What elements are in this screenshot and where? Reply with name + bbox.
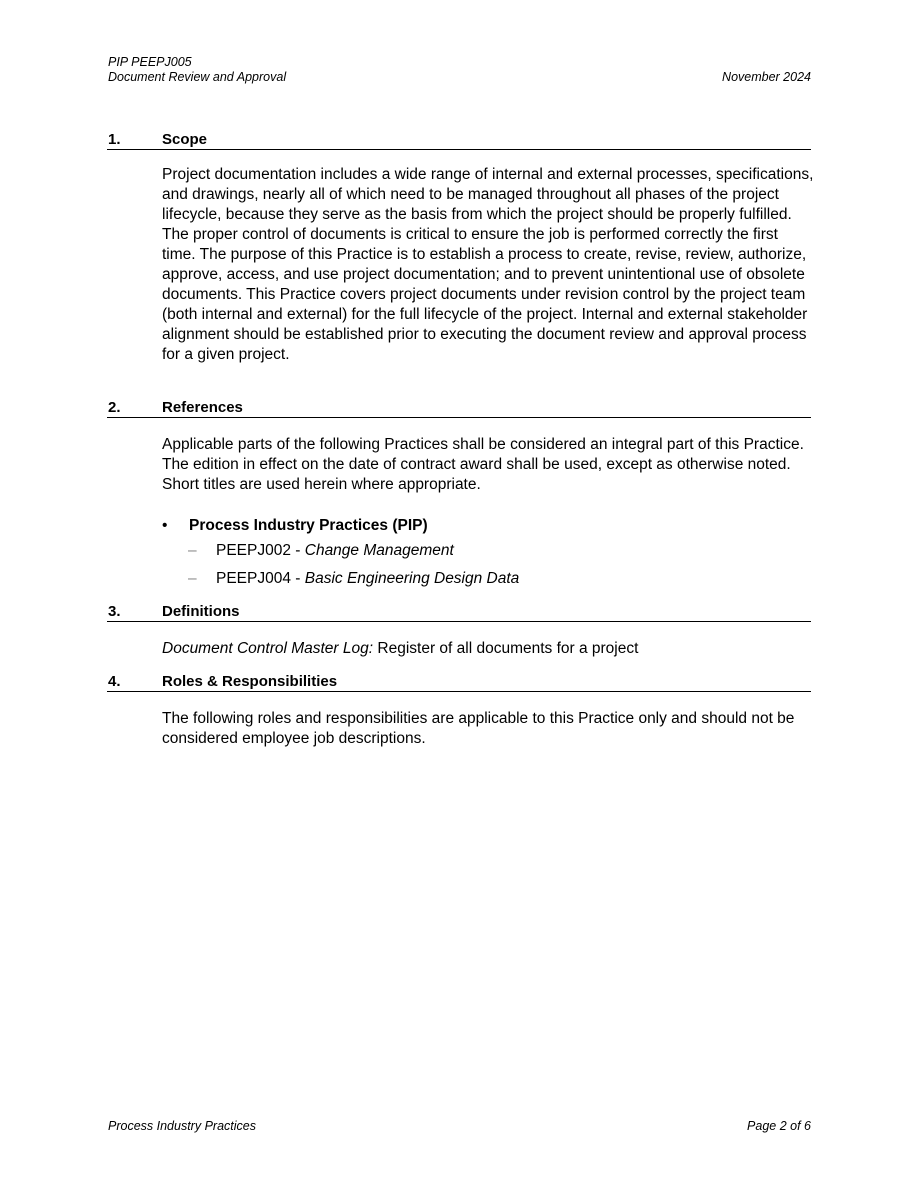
section-number: 3. (108, 603, 121, 620)
section-heading-definitions (107, 603, 811, 622)
reference-separator: - (290, 570, 305, 587)
definition-term: Document Control Master Log: (162, 640, 374, 657)
reference-title: Change Management (304, 542, 454, 559)
section-number: 4. (108, 673, 121, 690)
header-date: November 2024 (722, 70, 811, 84)
scope-paragraph: Project documentation includes a wide range of internal and external processes, specifications, and drawings, nearly all of which need to be managed throughout all phases of the project lifecycle, because they serve as the basis from which the project should be properly fulfilled. The proper control of documents is critical to ensure the job is performed correctly the first time. The purpose of this Practice is to establish a process to create, revise, review, authorize, approve, access, and use project documentation; and to prevent unintentional use of obsolete documents. This Practice covers project documents under revision control by the project team (both internal and external) for the full lifecycle of the project. Internal and external stakeholder alignment should be established prior to executing the document review and approval process for a given project. (162, 166, 814, 363)
section-title: Scope (162, 131, 208, 148)
section-number: 2. (108, 399, 121, 416)
definition-entry (162, 639, 814, 659)
section-heading-references (107, 399, 811, 418)
reference-separator: - (290, 542, 305, 559)
page-footer (108, 1119, 811, 1134)
section-number: 1. (108, 131, 121, 148)
page-header (108, 55, 811, 85)
reference-title: Basic Engineering Design Data (304, 570, 520, 587)
dash-icon: – (188, 570, 197, 587)
bullet-label: Process Industry Practices (PIP) (189, 517, 428, 534)
dash-icon: – (188, 542, 197, 559)
roles-paragraph: The following roles and responsibilities are applicable to this Practice only and should not be considered employee job descriptions. (162, 710, 795, 747)
page-number: Page 2 of 6 (747, 1119, 811, 1133)
section-title: Roles & Responsibilities (162, 673, 338, 690)
reference-code: PEEPJ002 (216, 542, 291, 559)
reference-code: PEEPJ004 (216, 570, 291, 587)
definition-text: Register of all documents for a project (373, 640, 639, 657)
section-title: References (162, 399, 243, 416)
footer-publisher: Process Industry Practices (108, 1119, 256, 1133)
header-doc-title: Document Review and Approval (108, 70, 287, 84)
references-paragraph: Applicable parts of the following Practices shall be considered an integral part of this Practice. The edition in effect on the date of contract award shall be used, except as otherwise noted. Short titles are used herein where appropriate. (162, 436, 804, 493)
section-title: Definitions (162, 603, 240, 620)
bullet-icon: • (162, 517, 168, 534)
section-heading-roles (107, 673, 811, 692)
header-doc-code: PIP PEEPJ005 (108, 55, 192, 69)
section-heading-scope (107, 131, 811, 150)
